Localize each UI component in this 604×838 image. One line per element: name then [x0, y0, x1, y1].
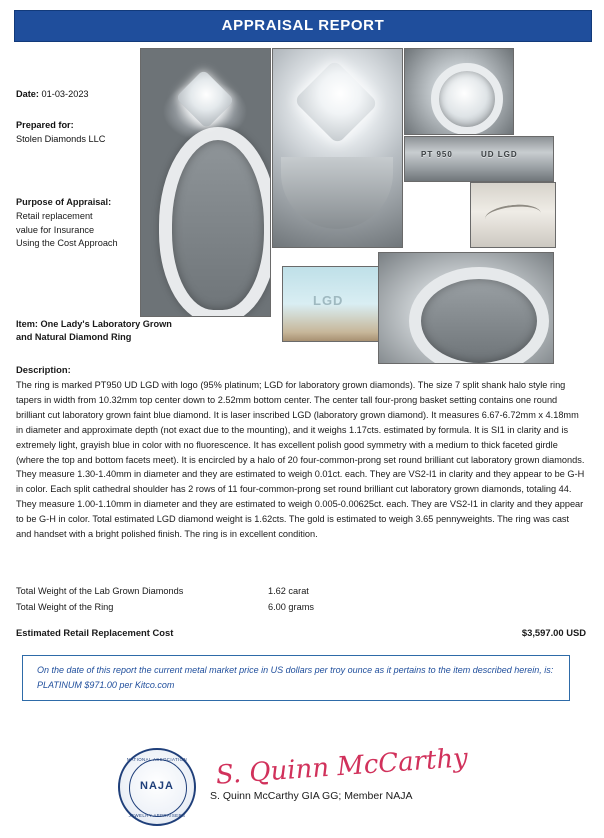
item-label: Item: — [16, 319, 38, 329]
total-lab-diamonds-label: Total Weight of the Lab Grown Diamonds — [16, 586, 184, 596]
purpose-label: Purpose of Appraisal: — [16, 197, 112, 207]
hallmark-engraving-image — [405, 137, 553, 181]
girdle-inscription-image — [471, 183, 555, 247]
hallmark-stamp-lgd: UD LGD — [481, 150, 518, 159]
estimated-cost-label: Estimated Retail Replacement Cost — [16, 627, 174, 638]
laser-inscription-text: LGD — [313, 293, 344, 308]
ring-profile-shape — [409, 267, 549, 364]
item-value-line-1: One Lady's Laboratory Grown — [40, 319, 172, 329]
appraiser-signature: S. Quinn McCarthy — [214, 743, 469, 791]
seal-name-text: NAJA — [140, 780, 174, 792]
prepared-for-value: Stolen Diamonds LLC — [16, 133, 106, 144]
total-lab-diamonds-value: 1.62 carat — [268, 586, 309, 596]
metal-market-note-text: On the date of this report the current metal market price in US dollars per troy ounce as it pertains to the item described herein, is: PLATINUM $971.00 per Kitco.com — [37, 665, 554, 690]
report-header-banner — [14, 10, 592, 42]
ring-front-view-image — [141, 49, 270, 316]
girdle-inscription-photo — [470, 182, 556, 248]
ring-shank-shape — [159, 127, 271, 317]
ring-top-view-image — [405, 49, 513, 134]
prepared-for-block — [16, 119, 156, 146]
seal-arc-top-text: NATIONAL ASSOCIATION — [126, 757, 188, 762]
date-label: Date: — [16, 89, 39, 99]
total-row — [16, 599, 586, 615]
ring-band-shape — [281, 157, 393, 229]
total-ring-weight-value: 6.00 grams — [268, 602, 314, 612]
ring-profile-view-image — [379, 253, 553, 363]
item-block — [16, 318, 246, 345]
center-stone-shape — [175, 69, 234, 128]
description-title: Description: — [16, 364, 71, 375]
diamond-shape — [294, 60, 379, 145]
inscription-mark-shape — [484, 202, 542, 230]
ring-profile-view-photo — [378, 252, 554, 364]
estimated-cost-value: $3,597.00 USD — [521, 627, 586, 638]
naja-seal-logo — [118, 748, 196, 826]
total-row — [16, 583, 586, 599]
prepared-for-label: Prepared for: — [16, 120, 74, 131]
totals-section — [16, 583, 586, 615]
estimated-cost-row — [16, 627, 586, 643]
halo-shape — [431, 63, 503, 135]
metal-market-note-box — [22, 655, 570, 701]
ring-top-view-photo — [404, 48, 514, 135]
appraiser-signature-line: S. Quinn McCarthy GIA GG; Member NAJA — [210, 790, 413, 802]
center-diamond-closeup-image — [273, 49, 402, 247]
report-meta-block — [16, 88, 156, 164]
laser-inscription-lgd-photo — [282, 266, 386, 342]
total-ring-weight-label: Total Weight of the Ring — [16, 602, 114, 612]
date-value: 01-03-2023 — [41, 89, 89, 99]
page-title: APPRAISAL REPORT — [221, 17, 385, 34]
purpose-line-3: Using the Cost Approach — [16, 238, 118, 249]
center-diamond-closeup-photo — [272, 48, 403, 248]
laser-inscription-image — [283, 267, 385, 341]
purpose-line-2: value for Insurance — [16, 224, 95, 235]
hallmark-engraving-photo — [404, 136, 554, 182]
purpose-line-1: Retail replacement — [16, 210, 93, 221]
hallmark-stamp-platinum: PT 950 — [421, 150, 453, 159]
item-value-line-2: and Natural Diamond Ring — [16, 332, 132, 343]
ring-front-view-photo — [140, 48, 271, 317]
description-body: The ring is marked PT950 UD LGD with logo (95% platinum; LGD for laboratory grown diamonds). The size 7 split shank halo style ring tapers in width from 10.32mm top center down to 2.52mm bottom center. The center tall four-prong basket setting contains one round brilliant cut laboratory grown faint blue diamond. It is laser inscribed LGD (laboratory grown diamond). It measures 6.67-6.72mm x 4.18mm in diameter and approximate depth (not exact due to the mounting), and it weighs 1.17cts. estimated by formula. It is SI1 in clarity and is extremely light, grayish blue in color with no fluorescence. It has excellent polish good symmetry with a medium to thick faceted girdle (where the top and bottom facets meet). It is encircled by a halo of 20 four-common-prong set round brilliant cut laboratory grown diamonds. They measure 1.30-1.40mm in diameter and they are estimated to weigh 0.01ct. each. They are VS2-I1 in clarity and they appear to be G-H in color. Each split cathedral shoulder has 2 rows of 11 four-common-prong set round brilliant cut laboratory grown diamonds, totaling 44. They measure 1.00-1.10mm in diameter and they are estimated to weigh 0.005-0.00625ct. each. They are VS2-I1 in clarity and they appear to be G-H in color. Total estimated LGD diamond weight is 1.62cts. The gold is estimated to weigh 3.65 pennyweights. The ring was cast and handset with a bright polished finish. The ring is in excellent condition. — [16, 380, 585, 540]
seal-arc-bottom-text: JEWELRY APPRAISERS — [128, 813, 186, 818]
date-block — [16, 88, 156, 101]
